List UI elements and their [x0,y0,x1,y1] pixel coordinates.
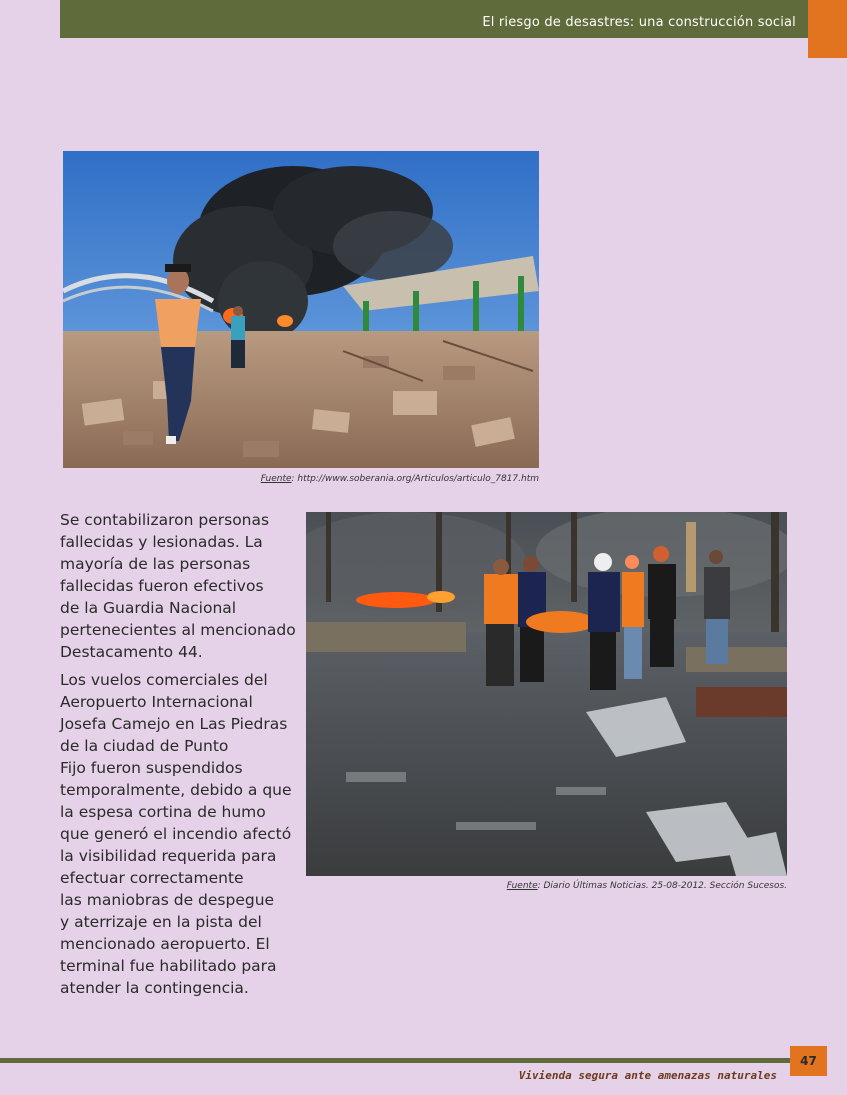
caption-source-text: : Diario Últimas Noticias. 25-08-2012. Sección Sucesos. [537,881,787,891]
paragraph: Los vuelos comerciales del Aeropuerto Internacional Josefa Camejo en Las Piedras de la ciudad de Punto Fijo fueron suspendidos temporalmente, debido a que la espesa cortina de humo que generó el incendio afectó la visibilidad requerida para efectuar correctamente las maniobras de despegue y aterrizaje en la pista del mencionado aeropuerto. El terminal fue habilitado para atender la contingencia. [60,671,292,997]
body-text [60,509,300,1005]
orange-corner-tab [808,0,847,58]
header-bar [60,0,828,38]
page-number: 47 [790,1046,827,1076]
footer-book-title: Vivienda segura ante amenazas naturales [518,1069,777,1082]
caption-source-label: Fuente [260,474,292,484]
rescue-workers-photo [306,512,787,876]
paragraph: Se contabilizaron personas fallecidas y lesionadas. La mayoría de las personas fallecidas fueron efectivos de la Guardia Nacional pertenecientes al mencionado Destacamento 44. [60,511,296,661]
explosion-aftermath-photo [63,151,539,468]
caption-source-label: Fuente [506,881,538,891]
photo1-caption [261,474,539,484]
photo2-caption [507,881,787,891]
caption-source-text: : http://www.soberania.org/Articulos/articulo_7817.htm [291,474,539,484]
footer-bar [0,1058,790,1063]
header-title: El riesgo de desastres: una construcción social [482,15,796,30]
